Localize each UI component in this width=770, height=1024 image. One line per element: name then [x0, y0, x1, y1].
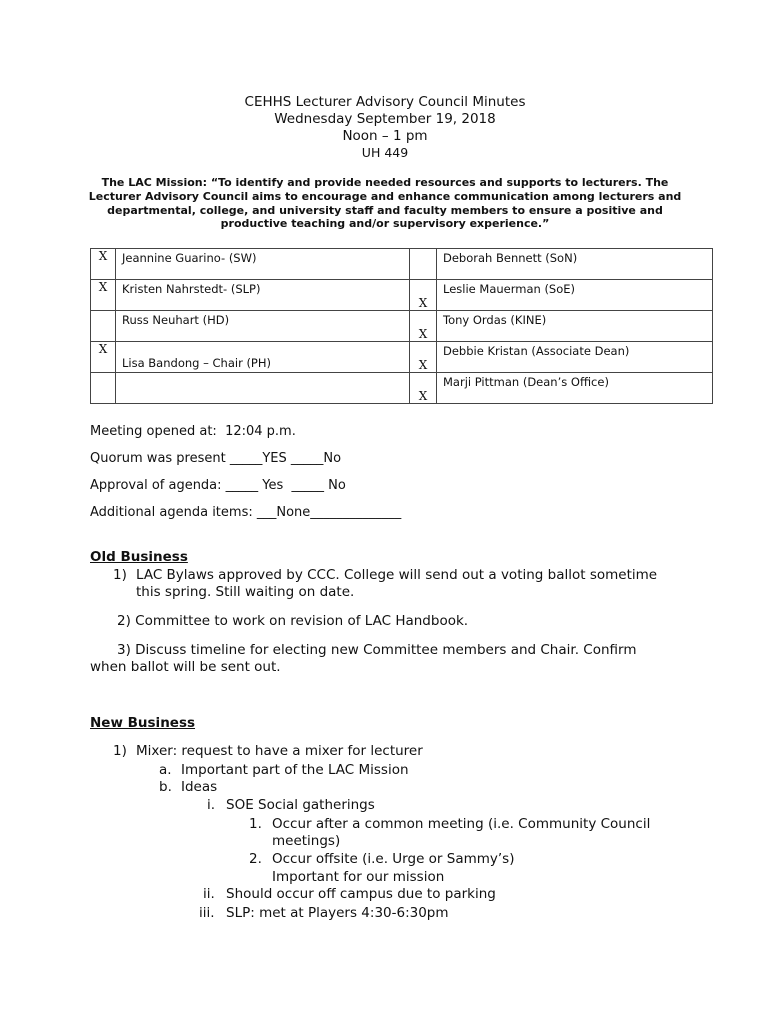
old-business-item-3-cont: when ballot will be sent out.: [90, 659, 281, 675]
attendance-mark: X: [410, 373, 437, 404]
member-name: [116, 373, 410, 404]
attendance-mark: [410, 249, 437, 280]
sub-item-ii: Should occur off campus due to parking: [226, 886, 496, 902]
attendance-mark: X: [91, 342, 116, 373]
attendance-row: [91, 373, 713, 404]
attendance-mark: [91, 373, 116, 404]
meeting-date: Wednesday September 19, 2018: [274, 111, 496, 127]
attendance-row: [91, 249, 713, 280]
quorum-line: Quorum was present _____YES _____No: [90, 451, 342, 466]
sub-item-b: Ideas: [181, 779, 218, 795]
agenda-approval-line: Approval of agenda: _____ Yes _____ No: [90, 478, 346, 493]
list-letter: b.: [159, 779, 172, 795]
member-name: Deborah Bennett (SoN): [437, 249, 713, 280]
sub-item-2: Occur offsite (i.e. Urge or Sammy’s): [272, 851, 515, 867]
attendance-mark: X: [410, 342, 437, 373]
list-roman: ii.: [203, 886, 215, 902]
member-name: Kristen Nahrstedt- (SLP): [116, 280, 410, 311]
attendance-table: [90, 248, 713, 404]
list-roman: iii.: [199, 905, 215, 921]
attendance-mark: X: [410, 311, 437, 342]
list-number: 1.: [249, 816, 262, 832]
sub-item-i: SOE Social gatherings: [226, 797, 375, 813]
member-name: Debbie Kristan (Associate Dean): [437, 342, 713, 373]
member-name: Leslie Mauerman (SoE): [437, 280, 713, 311]
sub-item-2-cont: Important for our mission: [272, 869, 445, 885]
list-number: 2.: [249, 851, 262, 867]
list-number: 1): [113, 567, 127, 583]
meeting-time: Noon – 1 pm: [342, 128, 428, 144]
list-number: 1): [113, 743, 127, 759]
additional-items-line: Additional agenda items: ___None______________: [90, 505, 402, 520]
sub-item-1: Occur after a common meeting (i.e. Community Council: [272, 816, 651, 832]
attendance-mark: X: [91, 280, 116, 311]
old-business-item-2: 2) Committee to work on revision of LAC Handbook.: [117, 613, 469, 629]
attendance-mark: X: [410, 280, 437, 311]
new-business-heading: New Business: [90, 715, 196, 731]
sub-item-iii: SLP: met at Players 4:30-6:30pm: [226, 905, 449, 921]
document-title: CEHHS Lecturer Advisory Council Minutes: [244, 94, 526, 110]
meeting-room: UH 449: [361, 145, 409, 160]
old-business-item-1-cont: this spring. Still waiting on date.: [136, 584, 355, 600]
member-name: Marji Pittman (Dean’s Office): [437, 373, 713, 404]
sub-item-a: Important part of the LAC Mission: [181, 762, 409, 778]
attendance-row: [91, 311, 713, 342]
list-letter: a.: [159, 762, 172, 778]
attendance-row: [91, 342, 713, 373]
old-business-item-1: LAC Bylaws approved by CCC. College will send out a voting ballot sometime: [136, 567, 658, 583]
old-business-heading: Old Business: [90, 549, 188, 565]
member-name: Tony Ordas (KINE): [437, 311, 713, 342]
member-name: Jeannine Guarino- (SW): [116, 249, 410, 280]
mission-statement: The LAC Mission: “To identify and provide needed resources and supports to lecturers. The Lecturer Advisory Council aims to encourage and enhance communication among lecturers and departmental, college, and university staff and faculty members to ensure a positive and productive teaching and/or supervisory experience.”: [88, 176, 682, 231]
member-name: Russ Neuhart (HD): [116, 311, 410, 342]
attendance-row: [91, 280, 713, 311]
member-name: Lisa Bandong – Chair (PH): [116, 342, 410, 373]
list-roman: i.: [207, 797, 216, 813]
attendance-mark: [91, 311, 116, 342]
attendance-mark: X: [91, 249, 116, 280]
sub-item-1-cont: meetings): [272, 833, 341, 849]
old-business-item-3: 3) Discuss timeline for electing new Committee members and Chair. Confirm: [117, 642, 637, 658]
meeting-opened: Meeting opened at: 12:04 p.m.: [90, 424, 296, 439]
new-business-item-1: Mixer: request to have a mixer for lecturer: [136, 743, 423, 759]
